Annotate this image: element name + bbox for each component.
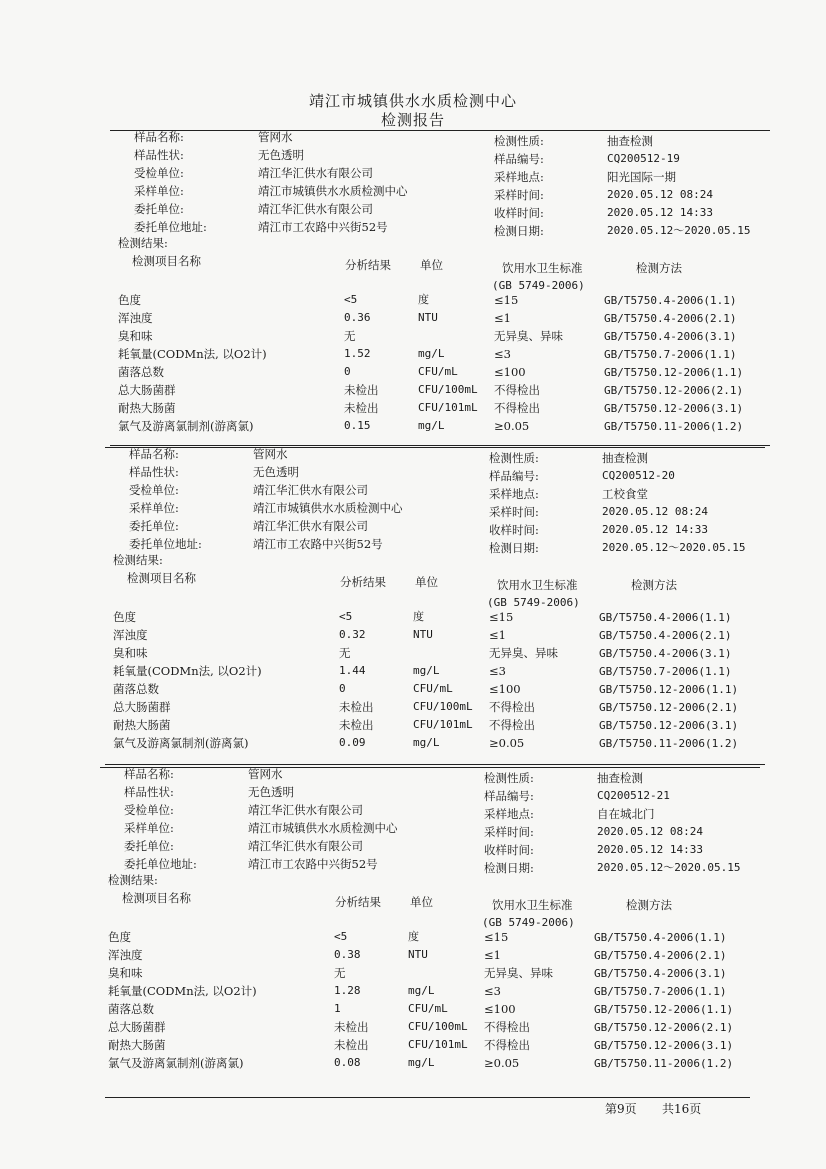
info-label-inspected-unit: 受检单位: (124, 803, 174, 817)
test-standard: ≤100 (489, 682, 521, 696)
col-header-method: 检测方法 (631, 578, 677, 592)
info-value-sample-no: CQ200512-21 (597, 789, 670, 802)
page-total: 共16页 (662, 1102, 702, 1116)
info-label-test-nature: 检测性质: (489, 451, 539, 465)
info-label-client-address: 委托单位地址: (129, 537, 202, 551)
test-method: GB/T5750.11-2006(1.2) (604, 420, 744, 433)
test-item-name: 菌落总数 (118, 365, 164, 379)
test-item-name: 耗氧量(CODMn法, 以O2计) (118, 347, 267, 361)
info-label-inspected-unit: 受检单位: (134, 166, 184, 180)
test-method: GB/T5750.4-2006(2.1) (604, 312, 737, 325)
test-unit: mg/L (413, 664, 440, 677)
col-header-standard-ref: (GB 5749-2006) (482, 916, 575, 929)
info-value-sampling-site: 阳光国际一期 (607, 170, 676, 184)
info-value-receive-time: 2020.05.12 14:33 (607, 206, 713, 219)
test-method: GB/T5750.11-2006(1.2) (594, 1057, 734, 1070)
footer-line (105, 1097, 750, 1098)
test-result: 1.44 (339, 664, 366, 677)
col-header-unit: 单位 (410, 895, 433, 909)
test-result: 0.38 (334, 948, 361, 961)
info-label-client-address: 委托单位地址: (134, 220, 207, 234)
col-header-unit: 单位 (415, 575, 438, 589)
info-value-client-address: 靖江市工农路中兴街52号 (248, 857, 378, 871)
info-label-receive-time: 收样时间: (489, 523, 539, 537)
info-value-sampling-unit: 靖江市城镇供水水质检测中心 (258, 184, 408, 198)
test-result: 未检出 (344, 401, 379, 415)
info-label-receive-time: 收样时间: (484, 843, 534, 857)
info-label-sample-no: 样品编号: (484, 789, 534, 803)
info-label-sampling-unit: 采样单位: (129, 501, 179, 515)
test-standard: 不得检出 (494, 383, 540, 397)
info-value-sample-no: CQ200512-19 (607, 152, 680, 165)
test-item-name: 耐热大肠菌 (108, 1038, 166, 1052)
test-method: GB/T5750.4-2006(2.1) (594, 949, 727, 962)
results-label: 检测结果: (113, 553, 163, 567)
report-subtitle: 检测报告 (380, 111, 445, 129)
info-label-sampling-site: 采样地点: (494, 170, 544, 184)
info-value-sample-no: CQ200512-20 (602, 469, 675, 482)
col-header-standard: 饮用水卫生标准 (497, 578, 578, 592)
info-value-test-nature: 抽查检测 (597, 771, 643, 785)
info-value-test-date: 2020.05.12～2020.05.15 (597, 861, 741, 874)
test-item-name: 耗氧量(CODMn法, 以O2计) (113, 664, 262, 678)
info-label-receive-time: 收样时间: (494, 206, 544, 220)
info-value-sampling-time: 2020.05.12 08:24 (607, 188, 713, 201)
test-standard: 不得检出 (484, 1020, 530, 1034)
test-method: GB/T5750.4-2006(3.1) (594, 967, 727, 980)
test-standard: 无异臭、异味 (489, 646, 558, 660)
test-method: GB/T5750.4-2006(1.1) (604, 294, 737, 307)
test-result: 0.08 (334, 1056, 361, 1069)
test-method: GB/T5750.7-2006(1.1) (594, 985, 727, 998)
test-item-name: 氯气及游离氯制剂(游离氯) (108, 1056, 244, 1070)
info-value-sampling-site: 自在城北门 (597, 807, 655, 821)
info-value-inspected-unit: 靖江华汇供水有限公司 (248, 803, 363, 817)
test-result: 0 (344, 365, 351, 378)
test-method: GB/T5750.12-2006(3.1) (599, 719, 739, 732)
info-label-sampling-time: 采样时间: (489, 505, 539, 519)
test-item-name: 氯气及游离氯制剂(游离氯) (113, 736, 249, 750)
test-item-name: 臭和味 (108, 966, 143, 980)
test-standard: ≤1 (494, 311, 511, 325)
results-label: 检测结果: (108, 873, 158, 887)
test-method: GB/T5750.12-2006(1.1) (604, 366, 744, 379)
test-standard: ≤1 (489, 628, 506, 642)
test-standard: ≤15 (484, 930, 509, 944)
col-header-standard: 饮用水卫生标准 (502, 261, 583, 275)
test-unit: NTU (418, 311, 438, 324)
test-item-name: 色度 (113, 610, 136, 624)
info-value-sampling-site: 工校食堂 (602, 487, 648, 501)
test-item-name: 总大肠菌群 (113, 700, 171, 714)
section-top-rule (110, 130, 770, 131)
test-unit: 度 (418, 293, 429, 306)
info-label-sample-nature: 样品性状: (134, 148, 184, 162)
info-label-test-date: 检测日期: (494, 224, 544, 238)
test-unit: mg/L (408, 984, 435, 997)
test-item-name: 浑浊度 (118, 311, 153, 325)
info-label-sample-nature: 样品性状: (129, 465, 179, 479)
test-method: GB/T5750.4-2006(3.1) (604, 330, 737, 343)
test-standard: 不得检出 (484, 1038, 530, 1052)
test-standard: ≤1 (484, 948, 501, 962)
test-method: GB/T5750.4-2006(2.1) (599, 629, 732, 642)
info-label-client-unit: 委托单位: (124, 839, 174, 853)
info-label-test-date: 检测日期: (484, 861, 534, 875)
test-standard: 不得检出 (489, 700, 535, 714)
test-result: 未检出 (344, 383, 379, 397)
test-standard: ≤15 (494, 293, 519, 307)
test-item-name: 浑浊度 (108, 948, 143, 962)
info-value-sample-name: 管网水 (253, 447, 288, 461)
test-standard: 无异臭、异味 (494, 329, 563, 343)
test-unit: CFU/101mL (408, 1038, 468, 1051)
test-unit: NTU (408, 948, 428, 961)
info-value-sample-nature: 无色透明 (253, 465, 299, 479)
test-method: GB/T5750.11-2006(1.2) (599, 737, 739, 750)
info-value-inspected-unit: 靖江华汇供水有限公司 (258, 166, 373, 180)
page-number: 第9页 (605, 1102, 637, 1116)
info-value-client-unit: 靖江华汇供水有限公司 (258, 202, 373, 216)
test-result: 未检出 (334, 1020, 369, 1034)
test-result: 无 (339, 646, 351, 660)
col-header-standard: 饮用水卫生标准 (492, 898, 573, 912)
info-value-inspected-unit: 靖江华汇供水有限公司 (253, 483, 368, 497)
info-value-sample-name: 管网水 (258, 130, 293, 144)
test-unit: mg/L (408, 1056, 435, 1069)
info-value-client-address: 靖江市工农路中兴街52号 (258, 220, 388, 234)
test-unit: CFU/mL (418, 365, 458, 378)
col-header-result: 分析结果 (345, 258, 391, 272)
col-header-result: 分析结果 (340, 575, 386, 589)
test-method: GB/T5750.12-2006(2.1) (594, 1021, 734, 1034)
info-label-sampling-time: 采样时间: (494, 188, 544, 202)
info-value-client-unit: 靖江华汇供水有限公司 (248, 839, 363, 853)
info-value-test-date: 2020.05.12～2020.05.15 (602, 541, 746, 554)
test-result: 0.09 (339, 736, 366, 749)
info-label-test-nature: 检测性质: (494, 134, 544, 148)
info-value-sample-nature: 无色透明 (258, 148, 304, 162)
test-standard: ≤3 (489, 664, 506, 678)
info-value-sample-nature: 无色透明 (248, 785, 294, 799)
info-label-sampling-site: 采样地点: (484, 807, 534, 821)
test-unit: 度 (413, 610, 424, 623)
info-label-test-date: 检测日期: (489, 541, 539, 555)
test-item-name: 总大肠菌群 (108, 1020, 166, 1034)
test-method: GB/T5750.12-2006(2.1) (599, 701, 739, 714)
test-item-name: 菌落总数 (113, 682, 159, 696)
col-header-item: 检测项目名称 (122, 891, 191, 905)
test-item-name: 臭和味 (118, 329, 153, 343)
test-result: 未检出 (339, 700, 374, 714)
test-item-name: 总大肠菌群 (118, 383, 176, 397)
test-result: 0.36 (344, 311, 371, 324)
test-result: 1.28 (334, 984, 361, 997)
section-bottom-rule (105, 764, 765, 765)
info-label-sample-name: 样品名称: (134, 130, 184, 144)
test-standard: 不得检出 (494, 401, 540, 415)
col-header-item: 检测项目名称 (132, 254, 201, 268)
test-standard: ≥0.05 (489, 736, 525, 750)
info-value-test-nature: 抽查检测 (607, 134, 653, 148)
test-standard: 不得检出 (489, 718, 535, 732)
test-item-name: 耐热大肠菌 (113, 718, 171, 732)
info-label-sample-name: 样品名称: (124, 767, 174, 781)
test-item-name: 色度 (118, 293, 141, 307)
info-value-receive-time: 2020.05.12 14:33 (602, 523, 708, 536)
info-value-sampling-time: 2020.05.12 08:24 (602, 505, 708, 518)
col-header-standard-ref: (GB 5749-2006) (487, 596, 580, 609)
info-label-sampling-unit: 采样单位: (134, 184, 184, 198)
info-value-sampling-unit: 靖江市城镇供水水质检测中心 (253, 501, 403, 515)
test-result: 1 (334, 1002, 341, 1015)
info-label-sample-name: 样品名称: (129, 447, 179, 461)
test-standard: ≥0.05 (484, 1056, 520, 1070)
test-unit: NTU (413, 628, 433, 641)
info-label-sample-no: 样品编号: (489, 469, 539, 483)
info-label-sample-no: 样品编号: (494, 152, 544, 166)
test-method: GB/T5750.4-2006(1.1) (599, 611, 732, 624)
info-value-receive-time: 2020.05.12 14:33 (597, 843, 703, 856)
test-method: GB/T5750.12-2006(2.1) (604, 384, 744, 397)
col-header-method: 检测方法 (626, 898, 672, 912)
test-item-name: 浑浊度 (113, 628, 148, 642)
test-unit: mg/L (418, 347, 445, 360)
test-result: 1.52 (344, 347, 371, 360)
info-label-client-unit: 委托单位: (129, 519, 179, 533)
info-label-client-unit: 委托单位: (134, 202, 184, 216)
test-method: GB/T5750.12-2006(3.1) (594, 1039, 734, 1052)
info-label-sampling-site: 采样地点: (489, 487, 539, 501)
results-label: 检测结果: (118, 236, 168, 250)
info-label-sample-nature: 样品性状: (124, 785, 174, 799)
test-result: 0 (339, 682, 346, 695)
col-header-result: 分析结果 (335, 895, 381, 909)
test-item-name: 色度 (108, 930, 131, 944)
test-method: GB/T5750.12-2006(3.1) (604, 402, 744, 415)
info-label-inspected-unit: 受检单位: (129, 483, 179, 497)
info-label-test-nature: 检测性质: (484, 771, 534, 785)
test-method: GB/T5750.4-2006(1.1) (594, 931, 727, 944)
info-value-client-unit: 靖江华汇供水有限公司 (253, 519, 368, 533)
report-title: 靖江市城镇供水水质检测中心 (308, 92, 517, 110)
section-top-rule (100, 767, 760, 768)
col-header-standard-ref: (GB 5749-2006) (492, 279, 585, 292)
info-label-sampling-time: 采样时间: (484, 825, 534, 839)
test-result: 未检出 (339, 718, 374, 732)
section-bottom-rule (110, 445, 770, 446)
test-unit: mg/L (418, 419, 445, 432)
col-header-method: 检测方法 (636, 261, 682, 275)
test-item-name: 氯气及游离氯制剂(游离氯) (118, 419, 254, 433)
test-method: GB/T5750.7-2006(1.1) (604, 348, 737, 361)
test-standard: ≥0.05 (494, 419, 530, 433)
test-unit: CFU/100mL (408, 1020, 468, 1033)
test-item-name: 臭和味 (113, 646, 148, 660)
test-result: <5 (344, 293, 358, 306)
test-result: <5 (334, 930, 348, 943)
test-unit: CFU/mL (413, 682, 453, 695)
info-value-sampling-time: 2020.05.12 08:24 (597, 825, 703, 838)
col-header-unit: 单位 (420, 258, 443, 272)
section-top-rule (105, 447, 765, 448)
info-value-test-nature: 抽查检测 (602, 451, 648, 465)
col-header-item: 检测项目名称 (127, 571, 196, 585)
test-method: GB/T5750.12-2006(1.1) (599, 683, 739, 696)
test-standard: 无异臭、异味 (484, 966, 553, 980)
test-result: 未检出 (334, 1038, 369, 1052)
test-item-name: 耗氧量(CODMn法, 以O2计) (108, 984, 257, 998)
test-unit: CFU/100mL (418, 383, 478, 396)
test-result: 无 (344, 329, 356, 343)
test-result: 0.15 (344, 419, 371, 432)
info-value-sampling-unit: 靖江市城镇供水水质检测中心 (248, 821, 398, 835)
test-standard: ≤3 (494, 347, 511, 361)
info-value-sample-name: 管网水 (248, 767, 283, 781)
test-unit: CFU/mL (408, 1002, 448, 1015)
test-item-name: 菌落总数 (108, 1002, 154, 1016)
test-unit: 度 (408, 930, 419, 943)
test-standard: ≤100 (494, 365, 526, 379)
info-label-sampling-unit: 采样单位: (124, 821, 174, 835)
test-standard: ≤3 (484, 984, 501, 998)
info-label-client-address: 委托单位地址: (124, 857, 197, 871)
test-standard: ≤15 (489, 610, 514, 624)
test-result: <5 (339, 610, 353, 623)
test-standard: ≤100 (484, 1002, 516, 1016)
test-unit: CFU/101mL (418, 401, 478, 414)
test-unit: CFU/100mL (413, 700, 473, 713)
info-value-client-address: 靖江市工农路中兴街52号 (253, 537, 383, 551)
test-result: 无 (334, 966, 346, 980)
test-method: GB/T5750.4-2006(3.1) (599, 647, 732, 660)
test-unit: mg/L (413, 736, 440, 749)
test-item-name: 耐热大肠菌 (118, 401, 176, 415)
info-value-test-date: 2020.05.12～2020.05.15 (607, 224, 751, 237)
test-result: 0.32 (339, 628, 366, 641)
test-method: GB/T5750.7-2006(1.1) (599, 665, 732, 678)
test-unit: CFU/101mL (413, 718, 473, 731)
test-method: GB/T5750.12-2006(1.1) (594, 1003, 734, 1016)
